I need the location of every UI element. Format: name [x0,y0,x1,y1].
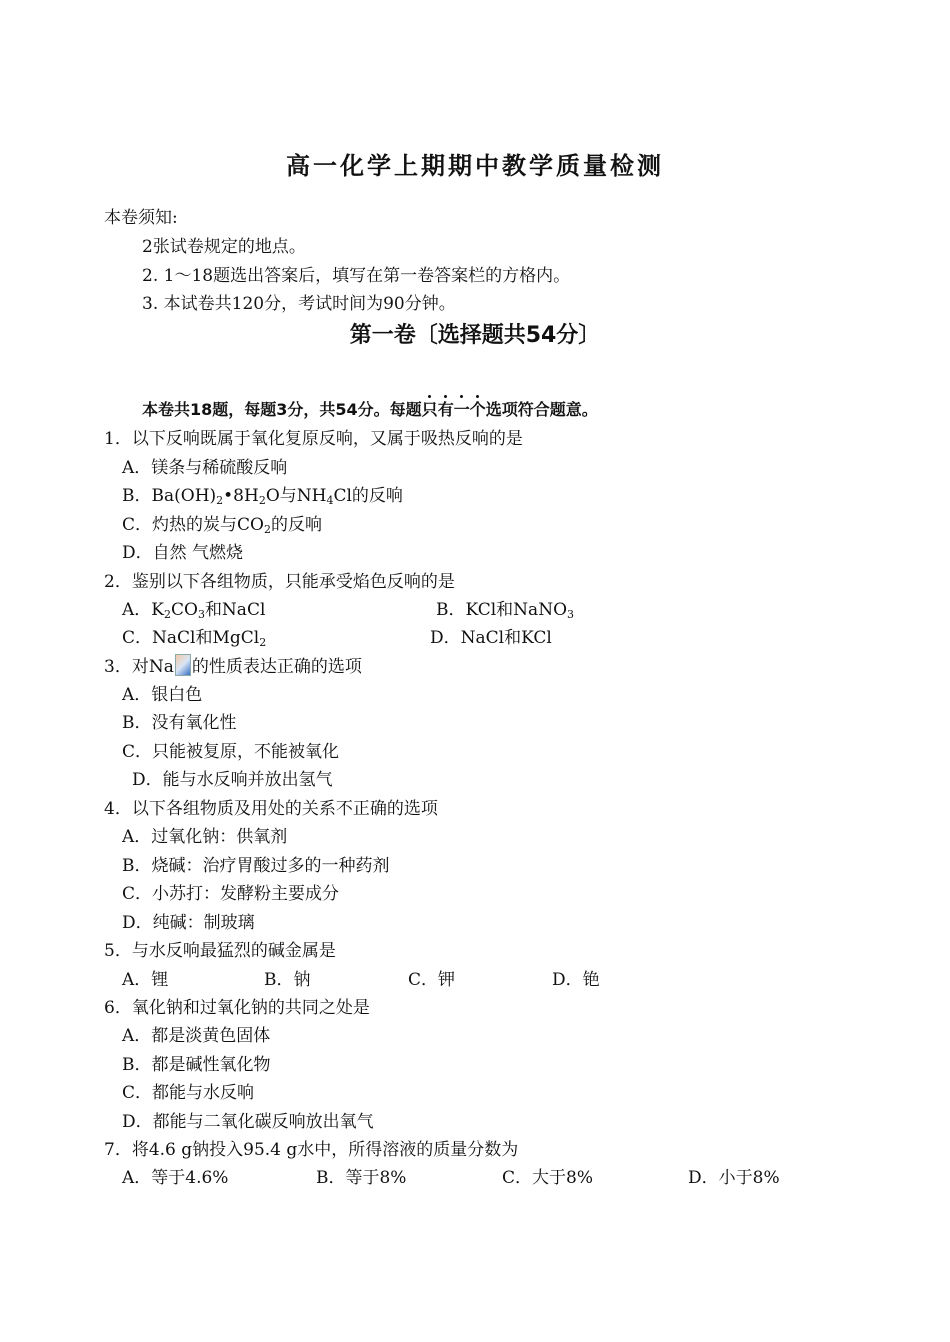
q2-a-sub: 3 [197,608,205,621]
q1-c-sub: 2 [263,523,271,536]
q6-option-a: A．都是淡黄色固体 [122,1026,271,1046]
q5-option-d: D．铯 [552,970,600,990]
q5-option-a: A．锂 [122,970,169,990]
q7-option-a: A．等于4.6% [122,1168,229,1188]
emphasis-char: 只 [422,398,438,422]
q1-b-part: B．Ba(OH) [122,486,217,506]
q1-option-c [122,513,322,537]
q2-option-b [436,598,574,622]
q3-stem-part: 3．对Na [104,657,174,677]
notice-item-2: 2. 1～18题选出答案后，填写在第一卷答案栏的方格内。 [142,266,571,286]
q1-option-a: A．镁条与稀硫酸反响 [122,458,288,478]
q1-c-part: 的反响 [270,515,322,535]
q3-option-c: C．只能被复原，不能被氧化 [122,742,340,762]
q6-option-b: B．都是碱性氧化物 [122,1055,271,1075]
intro-emphasis-text [422,400,486,419]
q2-option-a [122,598,265,622]
q3-stem [104,654,362,679]
notice-heading: 本卷须知: [104,208,178,228]
q4-option-a: A．过氧化钠：供氧剂 [122,827,288,847]
q1-b-sub: 2 [216,494,224,507]
intro-emphasis [422,400,486,419]
q7-stem: 7．将4.6 g钠投入95.4 g水中，所得溶液的质量分数为 [104,1140,519,1160]
q2-option-d: D．NaCl和KCl [430,628,552,648]
q1-b-part: •8H [223,486,259,506]
q5-stem: 5．与水反响最猛烈的碱金属是 [104,941,336,961]
intro-text-c: 选项符合题意。 [485,400,598,419]
q2-c-sub: 2 [259,636,267,649]
q6-stem: 6．氧化钠和过氧化钠的共同之处是 [104,998,370,1018]
q2-c-part: C．NaCl和MgCl [122,628,260,648]
q3-stem-part: 的性质表达正确的选项 [191,657,362,677]
q1-b-part: Cl的反响 [333,486,403,506]
q2-option-c [122,626,266,650]
q4-option-d: D．纯碱：制玻璃 [122,913,255,933]
q4-option-c: C．小苏打：发酵粉主要成分 [122,884,340,904]
q6-option-d: D．都能与二氧化碳反响放出氧气 [122,1112,374,1132]
q5-option-c: C．钾 [408,970,456,990]
intro-text-a: 本卷共18题，每题3分，共54分。每题 [142,400,422,419]
q7-option-c: C．大于8% [502,1168,593,1188]
notice-item-3: 3. 本试卷共120分，考试时间为90分钟。 [142,294,456,314]
q3-option-a: A．银白色 [122,685,203,705]
emphasis-char: 一 [454,398,470,422]
q1-stem: 1．以下反响既属于氧化复原反响，又属于吸热反响的是 [104,429,523,449]
q4-stem: 4．以下各组物质及用处的关系不正确的选项 [104,799,438,819]
q6-option-c: C．都能与水反响 [122,1083,255,1103]
emphasis-char: 个 [470,398,486,422]
broken-image-icon [175,654,191,676]
emphasis-char: 有 [438,398,454,422]
q1-option-d: D．自然 气燃烧 [122,543,244,563]
q2-a-part: 和NaCl [204,600,266,620]
q1-b-part: O与NH [265,486,327,506]
q1-b-sub: 4 [326,494,334,507]
q2-a-sub: 2 [163,608,171,621]
q5-option-b: B．钠 [264,970,311,990]
q2-a-part: A．K [122,600,164,620]
q2-a-part: CO [170,600,198,620]
q1-c-part: C．灼热的炭与CO [122,515,264,535]
page-title: 高一化学上期期中教学质量检测 [286,152,664,180]
notice-item-1: 2张试卷规定的地点。 [142,237,306,257]
q2-b-part: B．KCl和NaNO [436,600,568,620]
section-title: 第一卷〔选择题共54分〕 [349,323,601,348]
q7-option-b: B．等于8% [316,1168,407,1188]
q2-stem: 2．鉴别以下各组物质，只能承受焰色反响的是 [104,572,455,592]
q1-option-b [122,484,403,508]
q4-option-b: B．烧碱：治疗胃酸过多的一种药剂 [122,856,390,876]
section-intro [142,398,598,422]
q3-option-b: B．没有氧化性 [122,713,237,733]
q7-option-d: D．小于8% [688,1168,780,1188]
q3-option-d: D．能与水反响并放出氢气 [132,770,333,790]
q1-b-sub: 2 [258,494,266,507]
q2-b-sub: 3 [567,608,575,621]
